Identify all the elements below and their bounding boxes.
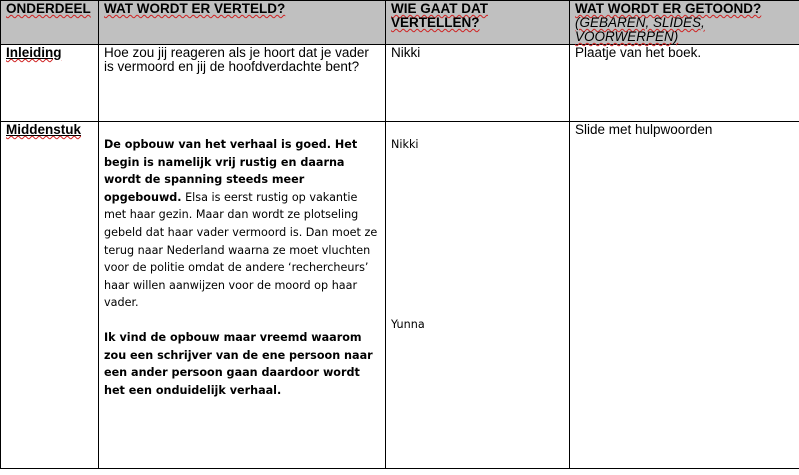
told-cell [99, 122, 386, 469]
table-row [1, 45, 799, 122]
section-label-text: Inleiding [6, 45, 62, 60]
told-paragraph-2: Ik vind de opbouw maar vreemd waarom zou een schrijver van de ene persoon naar een ander persoon gaan daardoor wordt het een onduidelijk verhaal. [104, 330, 373, 397]
section-label [1, 122, 99, 469]
header-onderdeel-text: ONDERDEEL [6, 1, 91, 16]
told-cell: Hoe zou jij reageren als je hoort dat je vader is vermoord en jij de hoofdverdachte bent? [99, 45, 386, 122]
header-verteld [99, 1, 386, 45]
section-label-text: Middenstuk [6, 122, 82, 137]
shown-cell: Plaatje van het boek. [570, 45, 799, 122]
header-wie [386, 1, 570, 45]
header-row [1, 1, 799, 45]
header-getoond-sub: (GEBAREN, SLIDES, VOORWERPEN) [575, 15, 705, 44]
header-getoond [570, 1, 799, 45]
who-cell: Nikki [386, 45, 570, 122]
table-row [1, 122, 799, 469]
header-getoond-text: WAT WORDT ER GETOOND? [575, 1, 762, 16]
who-name-1: Nikki [391, 138, 419, 151]
section-label [1, 45, 99, 122]
header-wie-text: WIE GAAT DAT VERTELLEN? [391, 1, 488, 30]
told-text: Elsa is eerst rustig op vakantie met haar gezin. Maar dan wordt ze plotseling gebeld dat haar vader vermoord is. Dan moet ze terug naar Nederland waarna ze moet vluchten voor de politie omdat de andere ‘rechercheurs’ haar willen aanwijzen voor de moord op haar vader. [104, 190, 378, 310]
told-bold-text: De opbouw van het verhaal is goed. Het begin is namelijk vrij rustig en daarna wordt de spanning steeds meer opgebouwd. [104, 138, 358, 204]
header-verteld-text: WAT WORDT ER VERTELD? [104, 1, 286, 16]
header-onderdeel [1, 1, 99, 45]
who-cell [386, 122, 570, 469]
who-name-2: Yunna [391, 318, 425, 331]
shown-cell: Slide met hulpwoorden [570, 122, 799, 469]
told-paragraph-1 [104, 136, 380, 312]
